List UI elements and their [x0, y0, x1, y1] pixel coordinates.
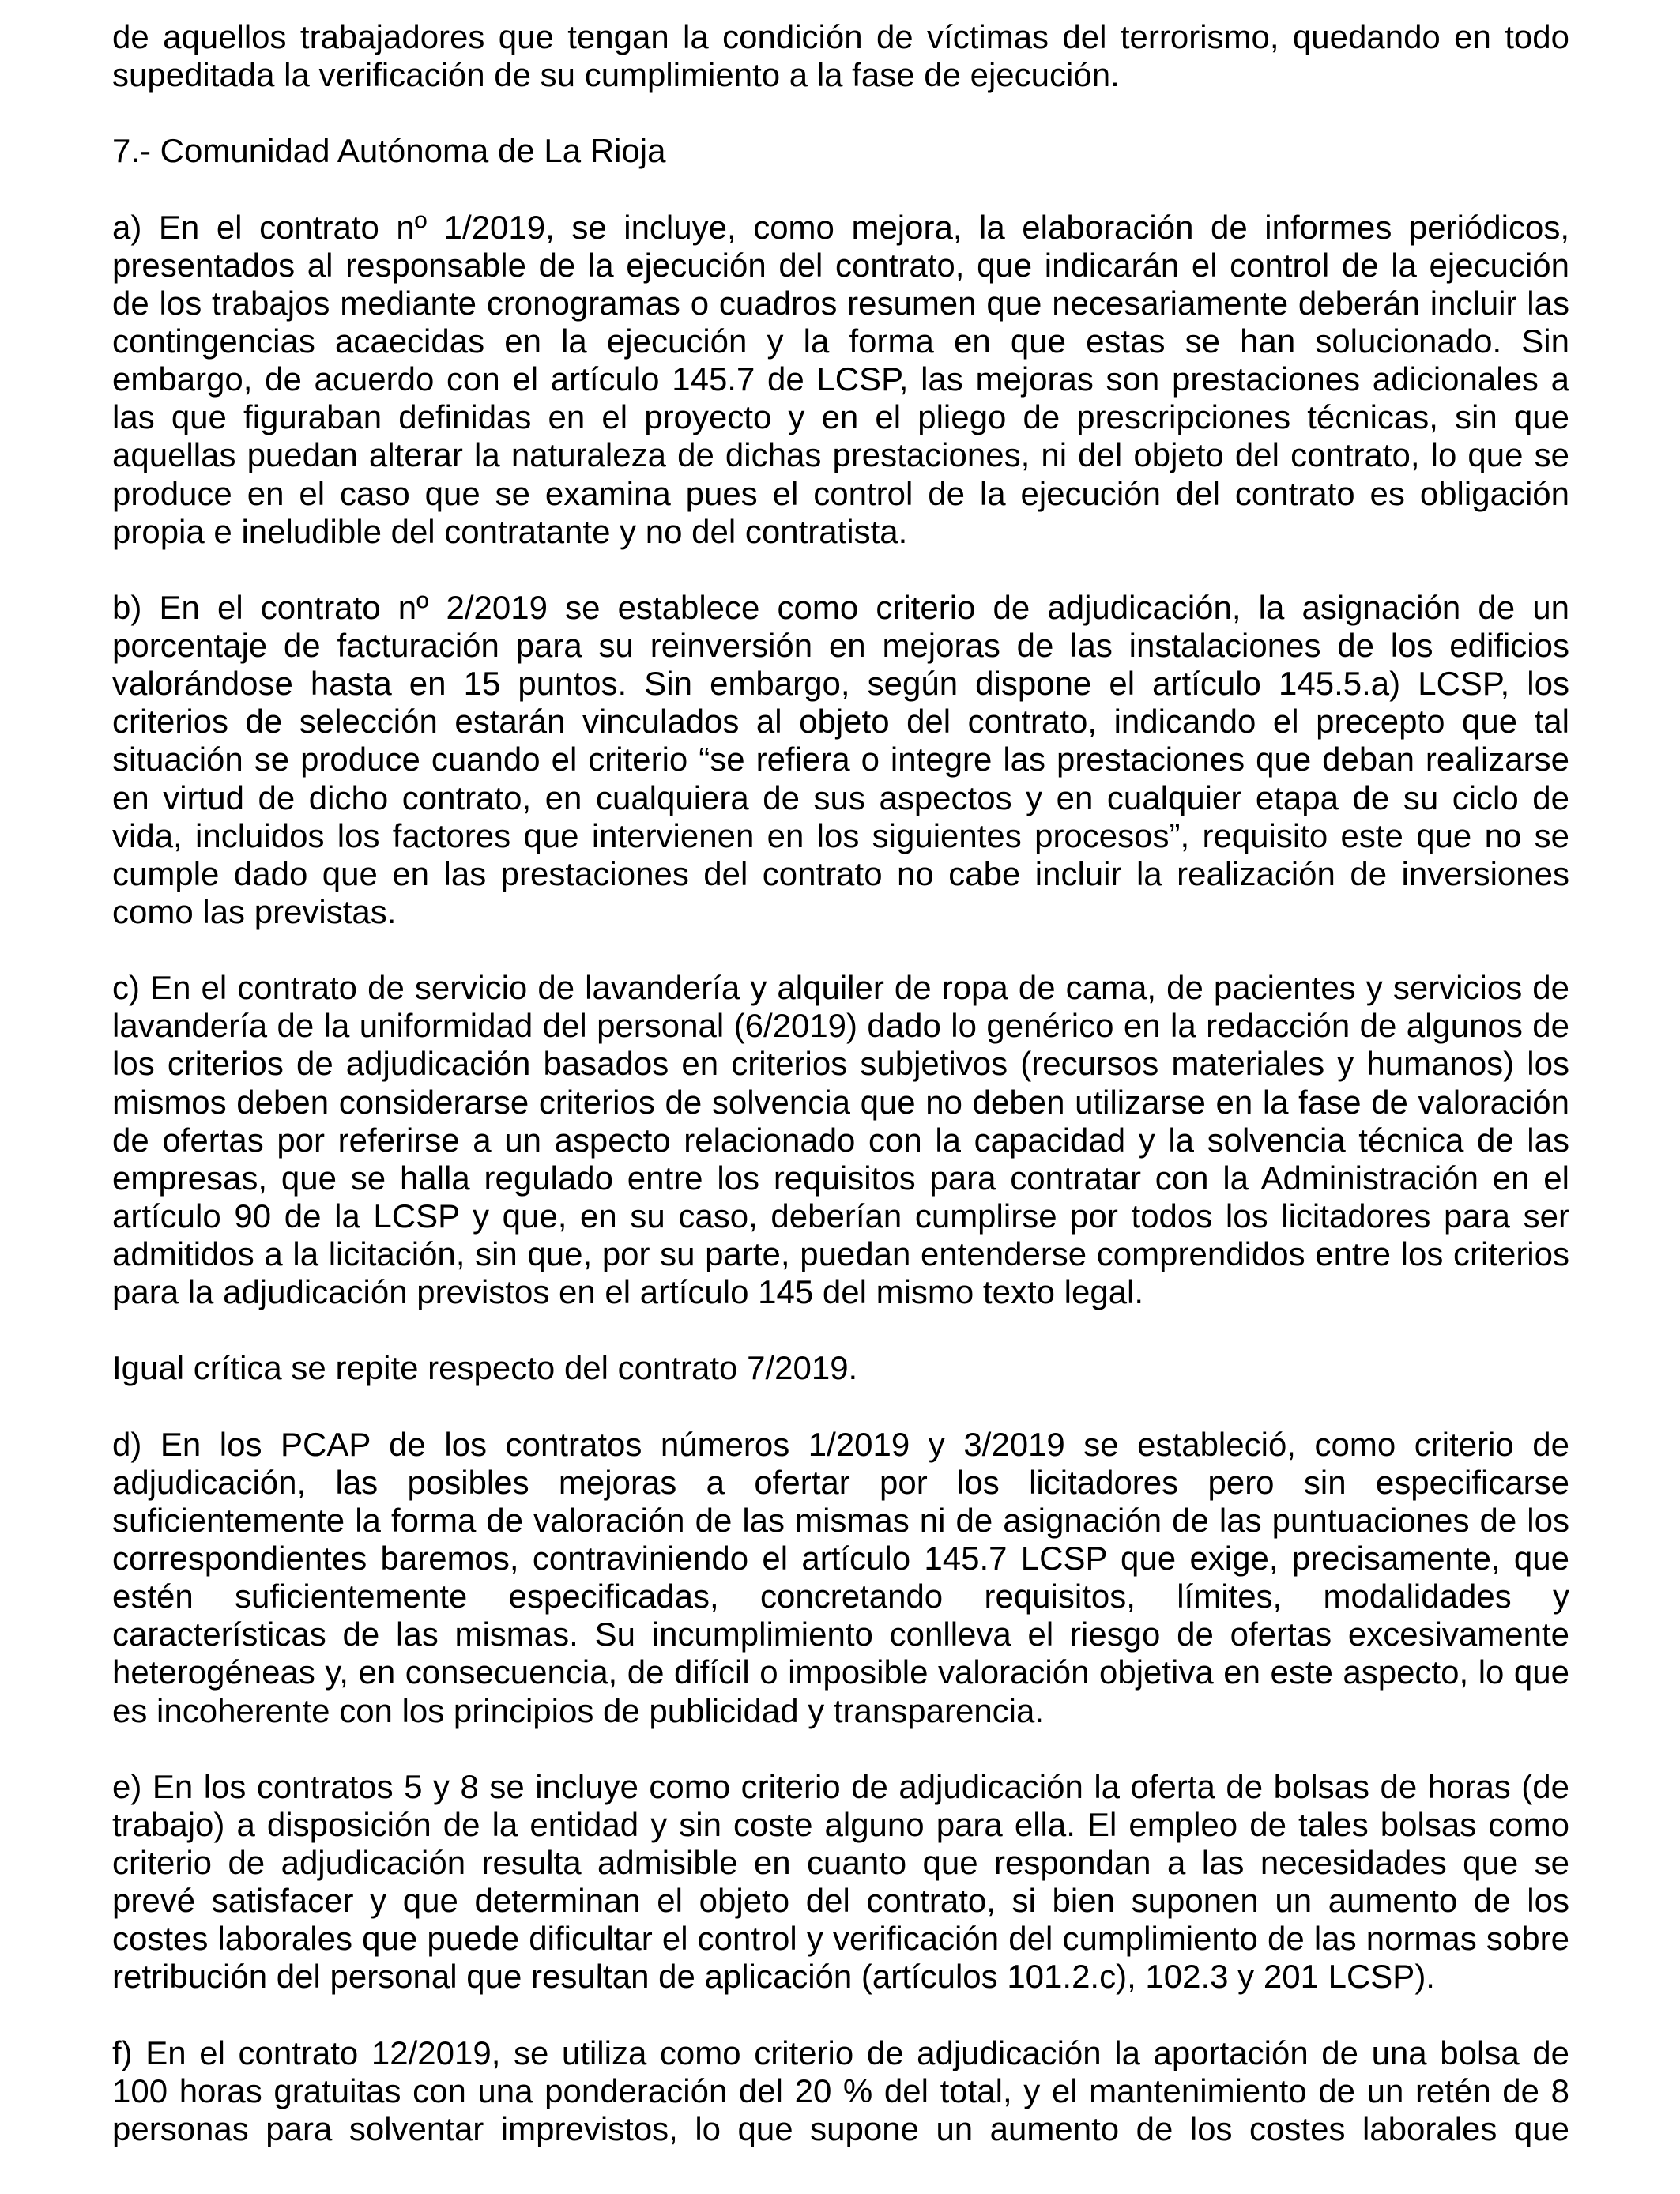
text-line: los criterios de adjudicación basados en criterios subjetivos (recursos materiales y humanos) los	[112, 1045, 1569, 1083]
text-line: de los trabajos mediante cronogramas o cuadros resumen que necesariamente deberán incluir las	[112, 284, 1569, 322]
text-line: vida, incluidos los factores que intervienen en los siguientes procesos”, requisito este que no se	[112, 816, 1569, 854]
text-line: de aquellos trabajadores que tengan la condición de víctimas del terrorismo, quedando en todo	[112, 18, 1569, 55]
text-line: es incoherente con los principios de publicidad y transparencia.	[112, 1691, 1045, 1729]
text-line: Igual crítica se repite respecto del contrato 7/2019.	[112, 1349, 858, 1387]
text-line: e) En los contratos 5 y 8 se incluye como criterio de adjudicación la oferta de bolsas de horas (de	[112, 1767, 1569, 1805]
text-line: contingencias acaecidas en la ejecución y la forma en que estas se han solucionado. Sin	[112, 322, 1569, 360]
text-line: lavandería de la uniformidad del personal (6/2019) dado lo genérico en la redacción de algunos de	[112, 1007, 1569, 1045]
text-line: propia e ineludible del contratante y no del contratista.	[112, 512, 908, 550]
paragraph-f	[112, 2034, 1569, 2148]
text-line: artículo 90 de la LCSP y que, en su caso, deberían cumplirse por todos los licitadores para ser	[112, 1197, 1569, 1235]
text-line: embargo, de acuerdo con el artículo 145.7 de LCSP, las mejoras son prestaciones adicionales a	[112, 360, 1569, 398]
paragraph-a	[112, 209, 1569, 551]
text-line: criterios de selección estarán vinculados al objeto del contrato, indicando el precepto que tal	[112, 703, 1569, 741]
text-line: costes laborales que puede dificultar el control y verificación del cumplimiento de las normas sobre	[112, 1920, 1569, 1958]
document-page	[112, 18, 1569, 2186]
text-line: 100 horas gratuitas con una ponderación del 20 % del total, y el mantenimiento de un retén de 8	[112, 2071, 1569, 2109]
text-line: valorándose hasta en 15 puntos. Sin embargo, según dispone el artículo 145.5.a) LCSP, los	[112, 665, 1569, 703]
text-line: produce en el caso que se examina pues el control de la ejecución del contrato es obligación	[112, 474, 1569, 512]
paragraph-e	[112, 1768, 1569, 1996]
text-line: retribución del personal que resultan de aplicación (artículos 101.2.c), 102.3 y 201 LCSP).	[112, 1958, 1435, 1996]
paragraph-d	[112, 1426, 1569, 1730]
paragraph-igual-critica	[112, 1349, 1569, 1387]
text-line: supeditada la verificación de su cumplimiento a la fase de ejecución.	[112, 56, 1120, 94]
text-line: como las previstas.	[112, 892, 397, 930]
text-line: suficientemente la forma de valoración de las mismas ni de asignación de las puntuaciones de los	[112, 1501, 1569, 1539]
text-line: d) En los PCAP de los contratos números 1/2019 y 3/2019 se estableció, como criterio de	[112, 1425, 1569, 1463]
paragraph-continuation	[112, 18, 1569, 94]
text-line: características de las mismas. Su incumplimiento conlleva el riesgo de ofertas excesivamente	[112, 1615, 1569, 1653]
text-line: en virtud de dicho contrato, en cualquiera de sus aspectos y en cualquier etapa de su ciclo de	[112, 778, 1569, 816]
text-line: porcentaje de facturación para su reinversión en mejoras de las instalaciones de los edificios	[112, 627, 1569, 664]
text-line: heterogéneas y, en consecuencia, de difícil o imposible valoración objetiva en este aspecto, lo que	[112, 1653, 1569, 1691]
text-line: las que figuraban definidas en el proyecto y en el pliego de prescripciones técnicas, sin que	[112, 398, 1569, 436]
text-line: de ofertas por referirse a un aspecto relacionado con la capacidad y la solvencia técnica de las	[112, 1121, 1569, 1159]
section-heading	[112, 132, 1569, 170]
text-line: cumple dado que en las prestaciones del contrato no cabe incluir la realización de inversiones	[112, 854, 1569, 892]
text-line: criterio de adjudicación resulta admisible en cuanto que respondan a las necesidades que se	[112, 1844, 1569, 1881]
text-line: estén suficientemente especificadas, concretando requisitos, límites, modalidades y	[112, 1578, 1569, 1615]
text-line: para la adjudicación previstos en el artículo 145 del mismo texto legal.	[112, 1273, 1144, 1311]
text-line: correspondientes baremos, contraviniendo el artículo 145.7 LCSP que exige, precisamente, que	[112, 1540, 1569, 1577]
text-line: mismos deben considerarse criterios de solvencia que no deben utilizarse en la fase de valoración	[112, 1083, 1569, 1121]
paragraph-b	[112, 589, 1569, 931]
text-line: b) En el contrato nº 2/2019 se establece como criterio de adjudicación, la asignación de un	[112, 588, 1569, 626]
text-line: presentados al responsable de la ejecución del contrato, que indicarán el control de la ejecución	[112, 246, 1569, 284]
text-line: trabajo) a disposición de la entidad y sin coste alguno para ella. El empleo de tales bolsas como	[112, 1805, 1569, 1843]
text-line: aquellas puedan alterar la naturaleza de dichas prestaciones, ni del objeto del contrato, lo que se	[112, 436, 1569, 474]
text-line: admitidos a la licitación, sin que, por su parte, puedan entenderse comprendidos entre los criterios	[112, 1235, 1569, 1272]
text-line: prevé satisfacer y que determinan el objeto del contrato, si bien suponen un aumento de los	[112, 1882, 1569, 1920]
text-line: a) En el contrato nº 1/2019, se incluye, como mejora, la elaboración de informes periódicos,	[112, 208, 1569, 246]
text-line: f) En el contrato 12/2019, se utiliza como criterio de adjudicación la aportación de una bolsa de	[112, 2034, 1569, 2071]
text-line: adjudicación, las posibles mejoras a ofertar por los licitadores pero sin especificarse	[112, 1463, 1569, 1501]
text-line: empresas, que se halla regulado entre los requisitos para contratar con la Administración en el	[112, 1159, 1569, 1197]
text-line: 7.- Comunidad Autónoma de La Rioja	[112, 132, 666, 170]
paragraph-c	[112, 969, 1569, 1311]
text-line: situación se produce cuando el criterio “se refiera o integre las prestaciones que deban realizarse	[112, 741, 1569, 778]
text-line: personas para solventar imprevistos, lo que supone un aumento de los costes laborales que	[112, 2109, 1569, 2147]
text-line: c) En el contrato de servicio de lavandería y alquiler de ropa de cama, de pacientes y servicios de	[112, 969, 1569, 1007]
